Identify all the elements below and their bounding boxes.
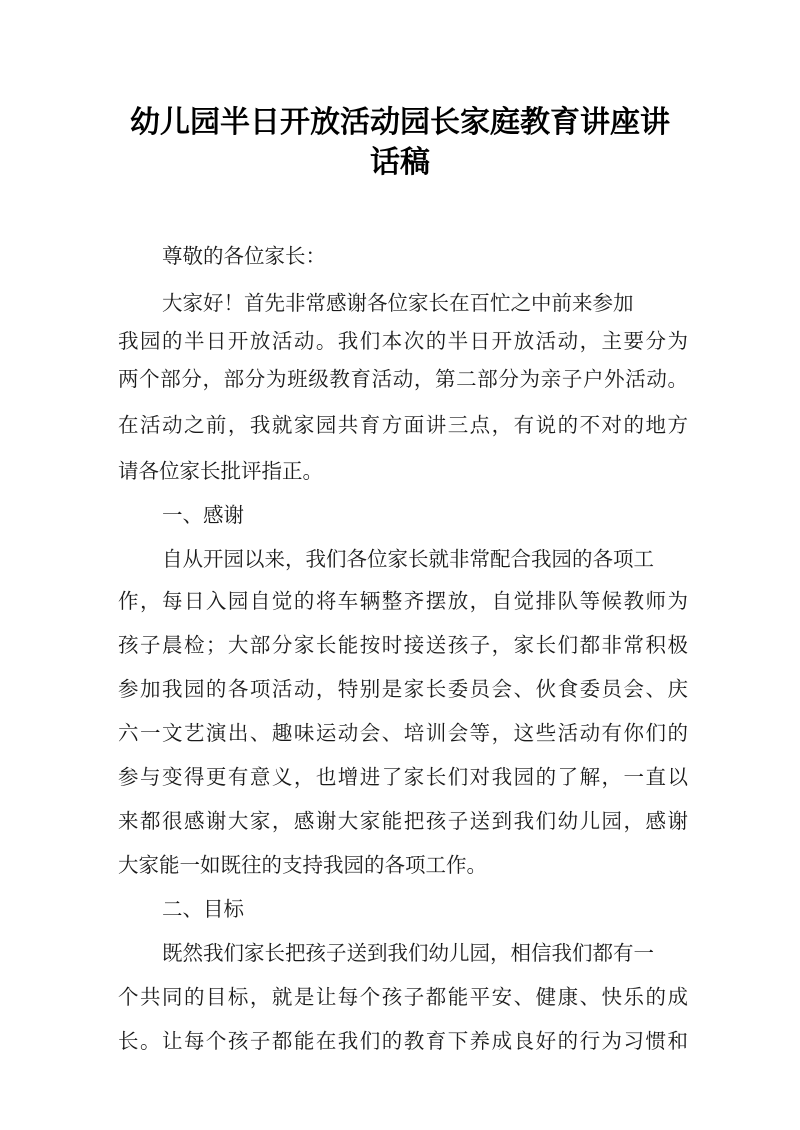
paragraph-line: 既然我们家长把孩子送到我们幼儿园，相信我们都有一 — [162, 941, 654, 965]
document-title-line-2: 话稿 — [370, 145, 430, 180]
paragraph-line: 六一文艺演出、趣味运动会、培训会等，这些活动有你们的 — [118, 721, 688, 745]
section-heading-2: 二、目标 — [162, 897, 244, 921]
paragraph-line: 孩子晨检；大部分家长能按时接送孩子，家长们都非常积极 — [118, 633, 688, 657]
paragraph-line: 大家能一如既往的支持我园的各项工作。 — [118, 853, 487, 877]
paragraph-line: 我园的半日开放活动。我们本次的半日开放活动，主要分为 — [118, 329, 688, 353]
section-heading-1: 一、感谢 — [162, 503, 244, 527]
paragraph-line: 作，每日入园自觉的将车辆整齐摆放，自觉排队等候教师为 — [118, 589, 688, 613]
paragraph-line: 大家好！首先非常感谢各位家长在百忙之中前来参加 — [162, 291, 634, 315]
document-title-line-1: 幼儿园半日开放活动园长家庭教育讲座讲 — [130, 105, 670, 140]
salutation: 尊敬的各位家长： — [162, 244, 326, 268]
paragraph-line: 在活动之前，我就家园共育方面讲三点，有说的不对的地方 — [118, 413, 688, 437]
paragraph-line: 长。让每个孩子都能在我们的教育下养成良好的行为习惯和 — [118, 1029, 688, 1053]
paragraph-line: 请各位家长批评指正。 — [118, 459, 323, 483]
paragraph-line: 参加我园的各项活动，特别是家长委员会、伙食委员会、庆 — [118, 677, 688, 701]
paragraph-line: 个共同的目标，就是让每个孩子都能平安、健康、快乐的成 — [118, 985, 688, 1009]
paragraph-line: 来都很感谢大家，感谢大家能把孩子送到我们幼儿园，感谢 — [118, 809, 688, 833]
paragraph-line: 两个部分，部分为班级教育活动，第二部分为亲子户外活动。 — [118, 367, 688, 391]
paragraph-line: 参与变得更有意义，也增进了家长们对我园的了解，一直以 — [118, 765, 688, 789]
paragraph-line: 自从开园以来，我们各位家长就非常配合我园的各项工 — [162, 547, 654, 571]
